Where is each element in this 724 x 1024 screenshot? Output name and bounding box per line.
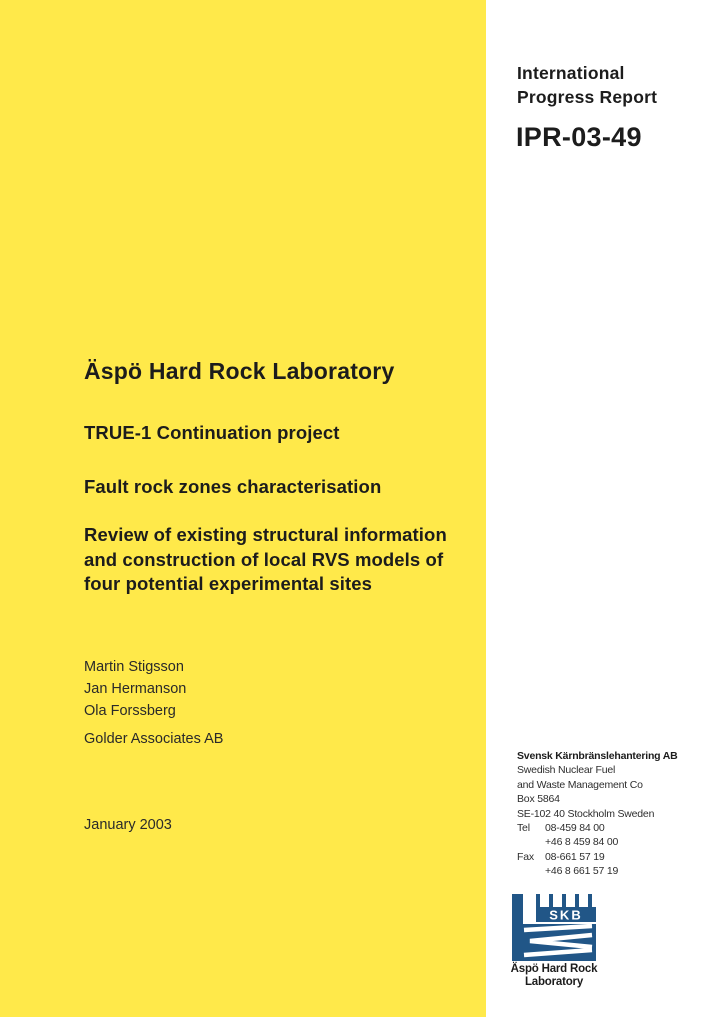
tel-number-intl: +46 8 459 84 00 [545, 836, 619, 849]
publisher-address-line: Box 5864 [517, 793, 560, 806]
fax-label: Fax [517, 850, 534, 863]
description-line: and construction of local RVS models of [84, 548, 444, 570]
report-description [84, 523, 447, 597]
logo-caption-line: Laboratory [524, 976, 584, 988]
report-kind [517, 62, 657, 109]
fax-number-intl: +46 8 661 57 19 [545, 865, 619, 878]
fax-row [517, 850, 678, 864]
author-name: Jan Hermanson [84, 681, 187, 697]
publisher-address-line: SE-102 40 Stockholm Sweden [517, 807, 655, 820]
publisher-name: Svensk Kärnbränslehantering AB [517, 750, 678, 762]
fax-number: 08-661 57 19 [545, 850, 605, 863]
report-kind-line: International [517, 63, 625, 83]
fax-row [517, 864, 678, 878]
project-subtitle: TRUE-1 Continuation project [84, 422, 340, 443]
description-line: four potential experimental sites [84, 573, 373, 594]
tel-label: Tel [517, 822, 530, 835]
publisher-address-line: and Waste Management Co [517, 778, 643, 791]
tel-number: 08-459 84 00 [545, 822, 605, 835]
skb-logo-text: SKB [549, 907, 583, 923]
topic-subtitle: Fault rock zones characterisation [84, 476, 382, 497]
logo-caption [496, 963, 612, 989]
authors-list [84, 656, 186, 722]
publisher-address-line: Swedish Nuclear Fuel [517, 764, 616, 777]
author-name: Martin Stigsson [84, 659, 184, 675]
description-line: Review of existing structural information [84, 524, 447, 545]
publication-date: January 2003 [84, 817, 172, 833]
author-name: Ola Forssberg [84, 703, 176, 719]
report-number: IPR-03-49 [516, 122, 642, 152]
report-kind-line: Progress Report [517, 86, 658, 107]
affiliation: Golder Associates AB [84, 731, 224, 747]
skb-logo-graphic [512, 894, 596, 961]
logo-caption-line: Äspö Hard Rock [510, 963, 598, 975]
skb-logo [512, 894, 596, 961]
publisher-block [517, 749, 678, 879]
page-title: Äspö Hard Rock Laboratory [84, 358, 395, 384]
tel-row [517, 821, 678, 835]
tel-row [517, 835, 678, 849]
